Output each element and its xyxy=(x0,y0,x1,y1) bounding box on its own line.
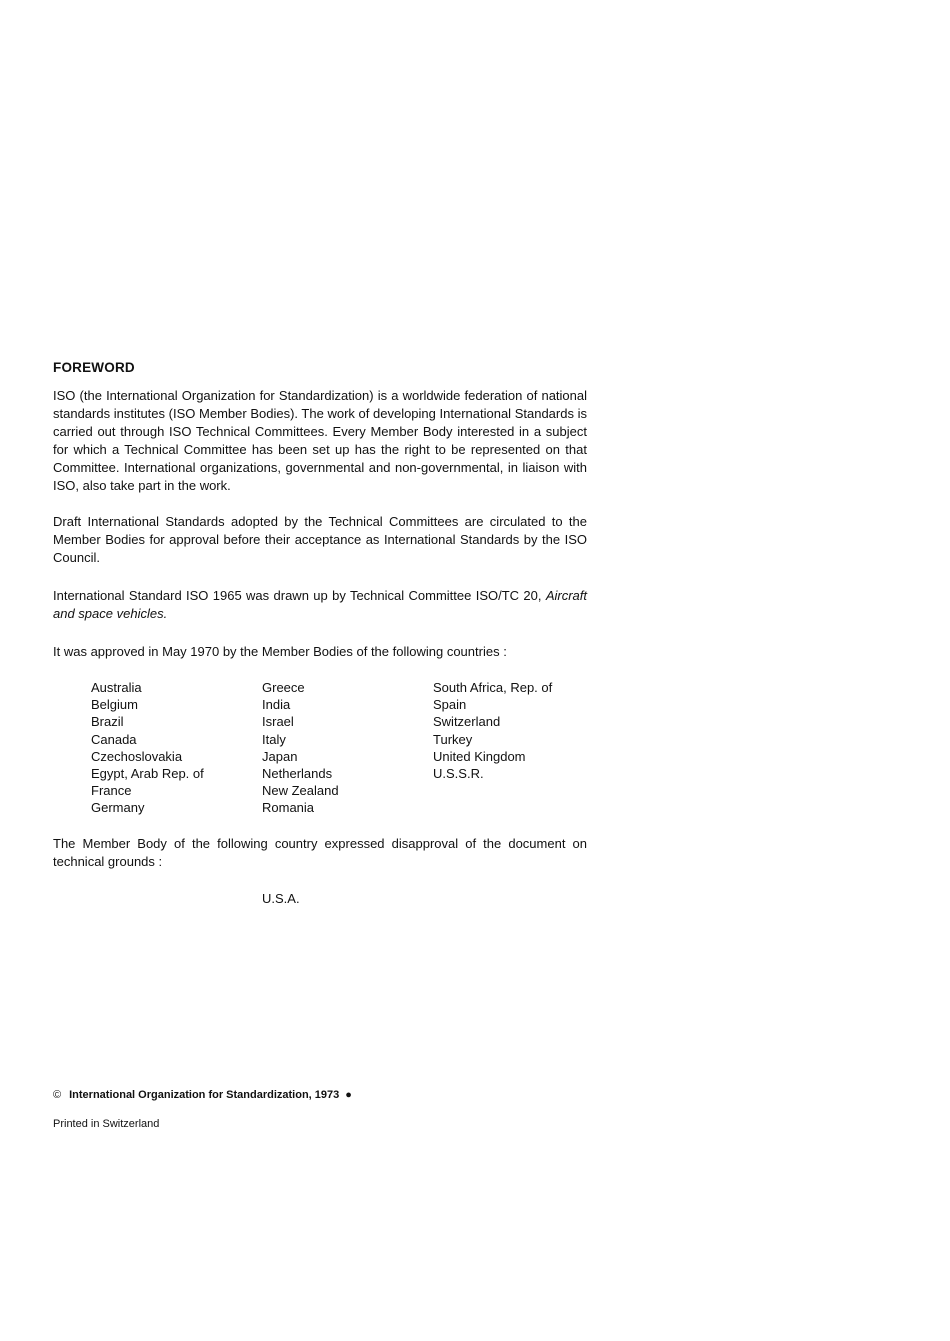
countries-column-1 xyxy=(91,679,262,817)
country-name: Belgium xyxy=(91,697,138,713)
country-name: Germany xyxy=(91,800,145,816)
country-name: South Africa, Rep. of xyxy=(433,680,553,695)
committee-title: Aircraft and space vehicles. xyxy=(53,588,587,621)
country-name: Spain xyxy=(433,697,467,713)
foreword-heading: FOREWORD xyxy=(53,360,135,375)
foreword-paragraph-committee xyxy=(53,587,587,623)
country-name: Australia xyxy=(91,680,142,695)
copyright-notice xyxy=(53,1089,352,1101)
country-name: Czechoslovakia xyxy=(91,748,183,764)
country-name: Canada xyxy=(91,731,137,747)
country-name: United Kingdom xyxy=(433,748,526,764)
country-name: Turkey xyxy=(433,731,473,747)
disapproval-intro: The Member Body of the following country expressed disapproval of the document on technical grounds : xyxy=(53,835,587,869)
country-name: Israel xyxy=(262,714,294,730)
committee-text: International Standard ISO 1965 was drawn up by Technical Committee ISO/TC 20, xyxy=(53,588,546,603)
bullet-icon: ● xyxy=(345,1089,352,1101)
foreword-paragraph-iso: ISO (the International Organization for Standardization) is a worldwide federation of national standards institutes (ISO Member Bodies). The work of developing International Standards is carried out through ISO Technical Committees. Every Member Body interested in a subject for which a Technical Committee has been set up has the right to be represented on that Committee. International organizations, governmental and non-governmental, in liaison with ISO, also take part in the work. xyxy=(53,388,587,493)
country-name: India xyxy=(262,697,291,713)
country-name: Romania xyxy=(262,800,315,816)
foreword-paragraph-drafts: Draft International Standards adopted by the Technical Committees are circulated to the Member Bodies for approval before their acceptance as International Standards by the ISO Council. xyxy=(53,514,587,565)
country-name: Switzerland xyxy=(433,714,501,730)
country-name: Netherlands xyxy=(262,766,333,782)
disapproving-country: U.S.A. xyxy=(262,890,300,906)
country-name: U.S.S.R. xyxy=(433,766,484,782)
country-name: New Zealand xyxy=(262,783,339,799)
copyright-text: International Organization for Standardization, 1973 xyxy=(69,1089,340,1101)
country-name: Italy xyxy=(262,731,286,747)
approving-countries-list xyxy=(91,679,587,817)
country-name: Brazil xyxy=(91,714,124,730)
countries-column-2 xyxy=(262,679,433,817)
country-name: Japan xyxy=(262,748,298,764)
approval-intro: It was approved in May 1970 by the Member Bodies of the following countries : xyxy=(53,644,507,659)
country-name: France xyxy=(91,783,132,799)
country-name: Egypt, Arab Rep. of xyxy=(91,766,204,782)
foreword-section xyxy=(53,360,587,906)
country-name: Greece xyxy=(262,680,305,695)
copyright-icon: © xyxy=(53,1089,62,1101)
printed-in-notice: Printed in Switzerland xyxy=(53,1118,160,1130)
countries-column-3 xyxy=(433,679,593,817)
